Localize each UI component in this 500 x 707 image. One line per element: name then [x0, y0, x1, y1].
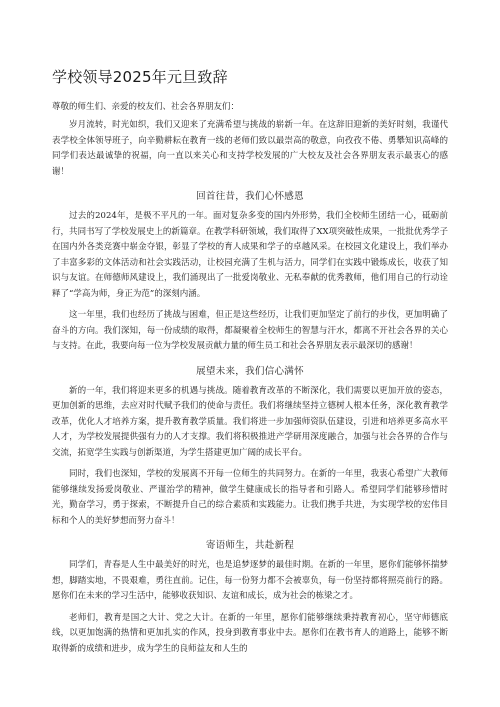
document-title: 学校领导2025年元旦致辞	[52, 68, 228, 86]
body-paragraph: 这一年里，我们也经历了挑战与困难，但正是这些经历，让我们更加坚定了前行的步伐，更加明确了奋斗的方向。我们深知，每一份成绩的取得，都凝聚着全校师生的智慧与汗水，都离不开社会各界的关心与支持。在此，我要向每一位为学校发展贡献力量的师生员工和社会各界朋友表示最深切的感谢！	[52, 310, 448, 351]
body-paragraph: 老师们，教育是国之大计、党之大计。在新的一年里，愿你们能够继续秉持教育初心，坚守师德底线，以更加饱满的热情和更加扎实的作风，投身到教育事业中去。愿你们在教书育人的道路上，能够不断取得新的成绩和进步，成为学生的良师益友和人生的	[52, 612, 448, 654]
section-heading-message: 寄语师生，共赴新程	[205, 540, 295, 551]
section-heading-look-back: 回首往昔，我们心怀感恩	[196, 191, 304, 202]
body-paragraph: 过去的2024年，是极不平凡的一年。面对复杂多变的国内外形势，我们全校师生团结一心，砥砺前行，共同书写了学校发展史上的新篇章。在教学科研领域，我们取得了XX项突破性成果，一批批优秀学子在国内外各类竞赛中崭金夺银，彰显了学校的育人成果和学子的卓越风采。在校园文化建设上，我们举办了丰富多彩的文体活动和社会实践活动，让校园充满了生机与活力，同学们在实践中锻炼成长，收获了知识与友谊。在师德师风建设上，我们涌现出了一批爱岗敬业、无私奉献的优秀教师，他们用自己的行动诠释了“学高为师，身正为范”的深刻内涵。	[52, 211, 448, 299]
body-paragraph: 同学们，青春是人生中最美好的时光，也是追梦逐梦的最佳时期。在新的一年里，愿你们能够怀揣梦想，脚踏实地，不畏艰难，勇往直前。记住，每一份努力都不会被辜负，每一份坚持都将照亮前行的路。愿你们在未来的学习生活中，能够收获知识、友谊和成长，成为社会的栋梁之才。	[52, 560, 448, 601]
salutation: 尊敬的师生们、亲爱的校友们、社会各界朋友们：	[52, 102, 240, 112]
section-heading-look-ahead: 展望未来，我们信心满怀	[196, 365, 304, 377]
intro-paragraph: 岁月流转，时光如织，我们又迎来了充满希望与挑战的崭新一年。在这辞旧迎新的美好时刻，我谨代表学校全体领导班子，向辛勤耕耘在教育一线的老师们致以最崇高的敬意，向孜孜不倦、勇攀知识高峰的同学们表达最诚挚的祝福，向一直以来关心和支持学校发展的广大校友及社会各界朋友表示最衷心的感谢！	[52, 120, 448, 177]
body-paragraph: 同时，我们也深知，学校的发展离不开每一位师生的共同努力。在新的一年里，我衷心希望广大教师能够继续发扬爱岗敬业、严谨治学的精神，做学生健康成长的指导者和引路人。希望同学们能够珍惜时光，勤奋学习，勇于探索，不断提升自己的综合素质和实践能力。让我们携手共进，为实现学校的宏伟目标和个人的美好梦想而努力奋斗！	[52, 469, 448, 526]
body-paragraph: 新的一年，我们将迎来更多的机遇与挑战。随着教育改革的不断深化，我们需要以更加开放的姿态，更加创新的思维，去应对时代赋予我们的使命与责任。我们将继续坚持立德树人根本任务，深化教育教学改革，优化人才培养方案，提升教育教学质量。我们将进一步加强师资队伍建设，引进和培养更多高水平人才，为学校发展提供强有力的人才支撑。我们将积极推进产学研用深度融合，加强与社会各界的合作与交流，拓宽学生实践与创新渠道，为学生搭建更加广阔的成长平台。	[52, 385, 448, 458]
